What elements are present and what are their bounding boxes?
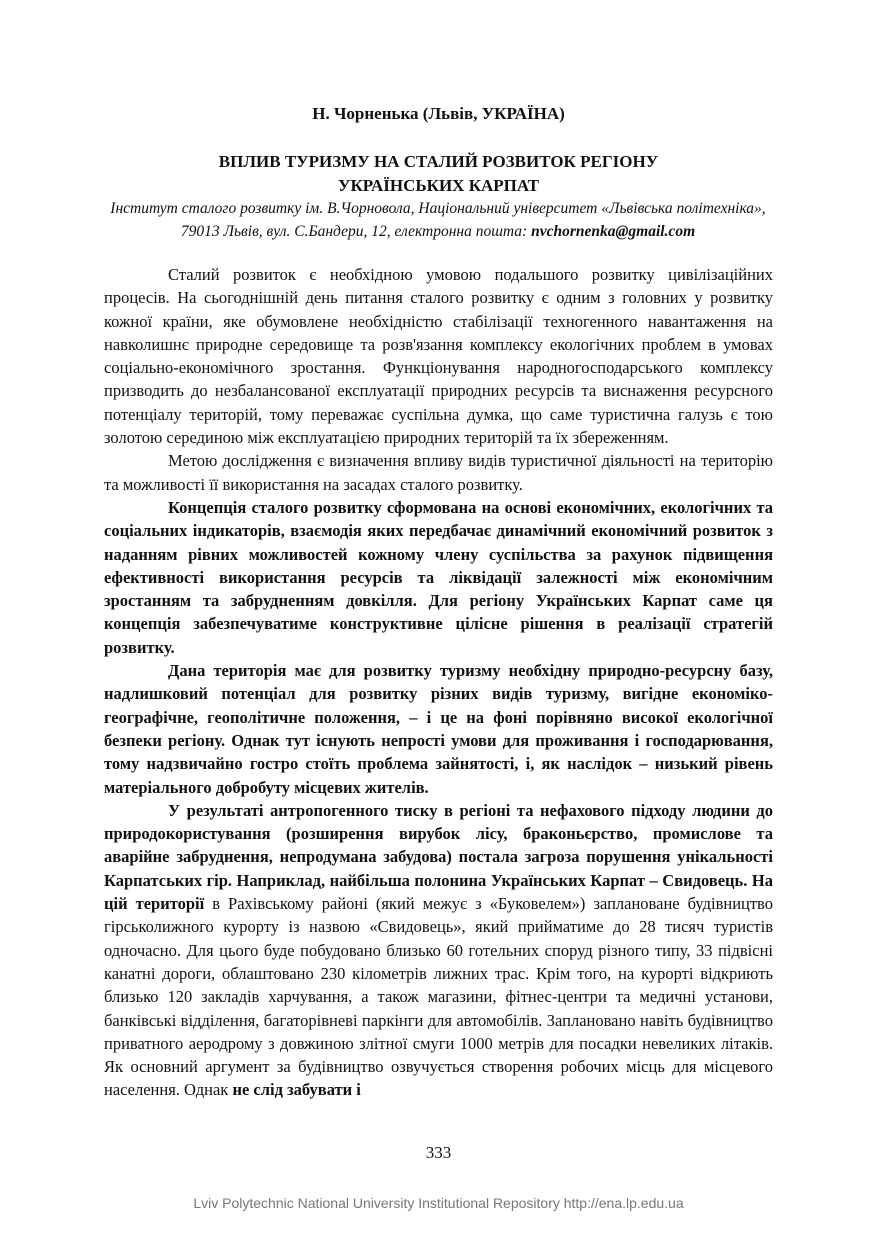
paragraph-1: Сталий розвиток є необхідною умовою подальшого розвитку цивілізаційних процесів. На сьогоднішній день питання сталого розвитку є одним з головних у розвитку кожної країни, яке обумовлене необхідністю стабілізації техногенного навантаження на навколишнє природне середовище та розв'язання комплексу екологічних проблем в умовах соціально-економічного зростання. Функціонування народногосподарського комплексу призводить до незбалансованої експлуатації природних ресурсів та виснаження ресурсного потенціалу територій, тому переважає суспільна думка, що саме туристична галузь є тою золотою серединою між експлуатацією природних територій та їх збереженням. (104, 265, 773, 448)
page-number: 333 (425, 1143, 452, 1162)
title-line-2: УКРАЇНСЬКИХ КАРПАТ (337, 176, 540, 195)
paper-title (0, 150, 877, 198)
affiliation-text: Інститут сталого розвитку ім. В.Чорновола, Національний університет «Львівська політехніка», 79013 Львів, вул. С.Бандери, 12, електронна пошта: (110, 200, 766, 240)
paragraph-5-text: в Рахівському районі (який межує з «Буковелем») заплановане будівництво гірськолижного курорту із назвою «Свидовець», який прийматиме до 28 тисяч туристів одночасно. Для цього буде побудовано близько 60 готельних споруд різного типу, 33 підвісні канатні дороги, облаштовано 230 кілометрів лижних трас. Крім того, на курорті відкриють близько 120 закладів харчування, а також магазини, фітнес-центри та медичні установи, банківські відділення, багаторівневі паркінги для автомобілів. Заплановано навіть будівництво приватного аеродрому з довжиною злітної смуги 1000 метрів для посадки невеликих літаків. Як основний аргумент за будівництво озвучується створення робочих місць для місцевого населення. Однак (104, 894, 773, 1100)
paragraph-5-tail: не слід забувати і (232, 1080, 361, 1100)
article-body (104, 263, 773, 1102)
author-email: nvchornenka@gmail.com (531, 223, 696, 240)
paragraph-5 (104, 799, 773, 1102)
repository-footer: Lviv Polytechnic National University Institutional Repository http://ena.lp.edu.ua (193, 1195, 684, 1211)
paragraph-2: Метою дослідження є визначення впливу видів туристичної діяльності на територію та можливості її використання на засадах сталого розвитку. (104, 451, 773, 494)
paragraph-5-bold: У результаті антропогенного тиску в регіоні та нефахового підходу людини до природокористування (розширення вирубок лісу, браконьєрство, промислове та аварійне забруднення, непродумана забудова) постала загроза порушення унікальності Карпатських гір. Наприклад, найбільша полонина Українських Карпат – Свидовець. На цій території (104, 800, 773, 914)
paragraph-3: Концепція сталого розвитку сформована на основі економічних, екологічних та соціальних індикаторів, взаємодія яких передбачає динамічний економічний розвиток з наданням рівних можливостей кожному члену суспільства за рахунок підвищення ефективності використання ресурсів та ліквідації залежності між економічним зростанням та забрудненням довкілля. Для регіону Українських Карпат саме ця концепція забезпечуватиме конструктивне цілісне рішення в реалізації стратегій розвитку. (104, 497, 773, 657)
title-line-1: ВПЛИВ ТУРИЗМУ НА СТАЛИЙ РОЗВИТОК РЕГІОНУ (218, 152, 659, 171)
author-line: Н. Чорненька (Львів, УКРАЇНА) (312, 104, 565, 123)
paragraph-4: Дана територія має для розвитку туризму необхідну природно-ресурсну базу, надлишковий потенціал для розвитку різних видів туризму, вигідне економіко-географічне, геополітичне положення, – і це на фоні порівняно високої екологічної безпеки регіону. Однак тут існують непрості умови для проживання і господарювання, тому надзвичайно гостро стоїть проблема зайнятості, і, як наслідок – низький рівень матеріального добробуту місцевих жителів. (104, 661, 773, 797)
affiliation (104, 197, 772, 243)
